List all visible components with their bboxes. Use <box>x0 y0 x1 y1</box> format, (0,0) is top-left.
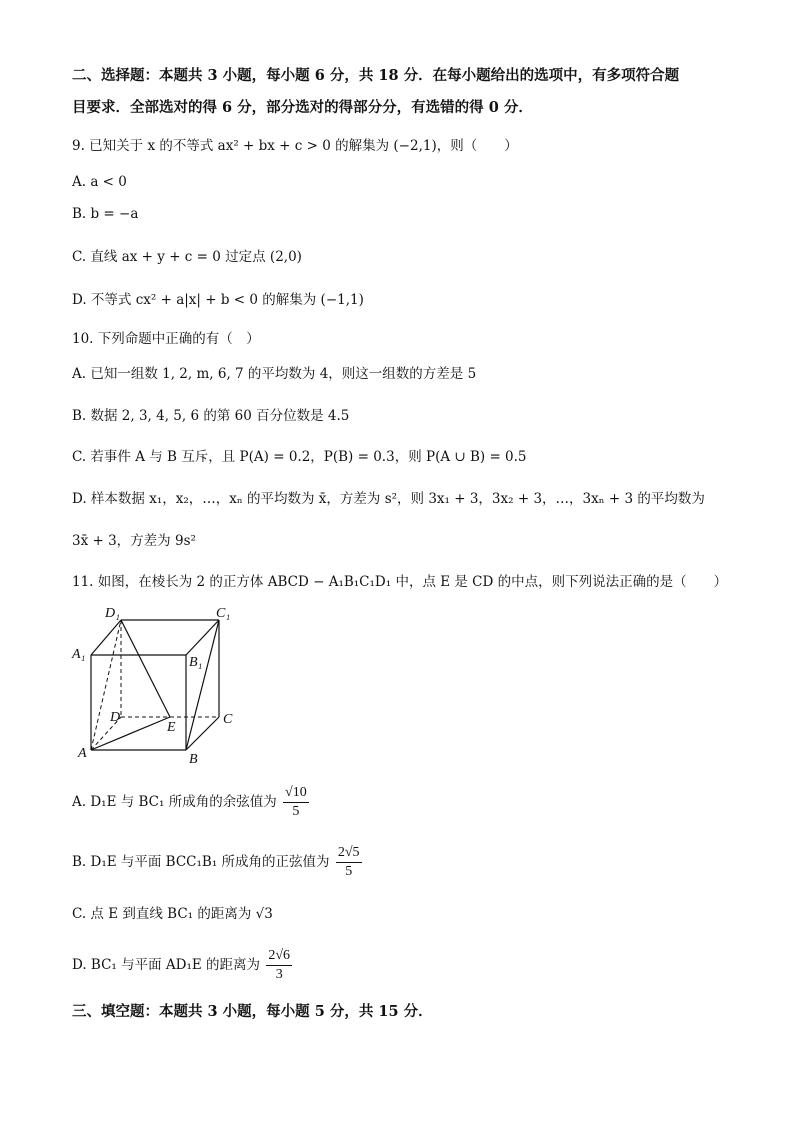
q10-option-b: B. 数据 2, 3, 4, 5, 6 的第 60 百分位数是 4.5 <box>72 408 350 424</box>
q10-option-a: A. 已知一组数 1, 2, m, 6, 7 的平均数为 4，则这一组数的方差是 5 <box>72 366 477 382</box>
q11-option-a-numerator: √10 <box>283 784 309 803</box>
q11-option-d-numerator: 2√6 <box>266 947 292 966</box>
section2-heading-line1: 二、选择题：本题共 3 小题，每小题 6 分，共 18 分．在每小题给出的选项中，有多项符合题 <box>72 67 680 84</box>
q11-option-b-denominator: 5 <box>345 864 353 879</box>
q11-option-a <box>72 782 309 822</box>
q11-option-c: C. 点 E 到直线 BC₁ 的距离为 √3 <box>72 906 273 922</box>
q10-option-d-line2: 3x̄ + 3，方差为 9s² <box>72 533 196 549</box>
q11-option-d-text: D. BC₁ 与平面 AD₁E 的距离为 <box>72 957 261 973</box>
label-d: D <box>110 710 121 725</box>
q9-option-d: D. 不等式 cx² + a|x| + b < 0 的解集为 (−1,1) <box>72 292 364 308</box>
section3-heading: 三、填空题：本题共 3 小题，每小题 5 分，共 15 分． <box>72 1003 433 1020</box>
q11-option-d-fraction <box>266 947 292 984</box>
label-a: A <box>78 746 87 761</box>
cube-figure <box>70 600 250 770</box>
q10-option-c: C. 若事件 A 与 B 互斥，且 P(A) = 0.2，P(B) = 0.3，则 P(A ∪ B) = 0.5 <box>72 449 527 465</box>
label-e: E <box>167 720 176 735</box>
q11-option-a-text: A. D₁E 与 BC₁ 所成角的余弦值为 <box>72 794 277 810</box>
q10-option-d-line1: D. 样本数据 x₁，x₂，…，xₙ 的平均数为 x̄，方差为 s²，则 3x₁ + 3，3x₂ + 3，…，3xₙ + 3 的平均数为 <box>72 491 705 507</box>
q9-stem: 9. 已知关于 x 的不等式 ax² + bx + c > 0 的解集为 (−2,1)，则（ ） <box>72 138 518 154</box>
q11-option-b <box>72 842 362 882</box>
q9-option-a: A. a < 0 <box>72 174 127 190</box>
label-a1: A₁ <box>72 647 86 662</box>
q11-stem: 11. 如图，在棱长为 2 的正方体 ABCD − A₁B₁C₁D₁ 中，点 E 是 CD 的中点，则下列说法正确的是（ ） <box>72 574 728 590</box>
q11-option-d-denominator: 3 <box>275 967 283 982</box>
q11-option-a-fraction <box>283 784 309 821</box>
q10-stem: 10. 下列命题中正确的有（ ） <box>72 331 260 347</box>
label-c1: C₁ <box>216 606 231 621</box>
label-b1: B₁ <box>189 655 203 670</box>
q9-option-c: C. 直线 ax + y + c = 0 过定点 (2,0) <box>72 249 302 265</box>
q11-option-b-text: B. D₁E 与平面 BCC₁B₁ 所成角的正弦值为 <box>72 854 330 870</box>
section2-heading-line2: 目要求．全部选对的得 6 分，部分选对的得部分分，有选错的得 0 分． <box>72 99 533 116</box>
q11-option-b-numerator: 2√5 <box>336 844 362 863</box>
label-d1: D₁ <box>105 606 120 621</box>
q9-option-b: B. b = −a <box>72 206 139 222</box>
q11-option-a-denominator: 5 <box>292 804 300 819</box>
label-b: B <box>189 752 198 767</box>
q11-option-d <box>72 945 292 985</box>
q11-option-b-fraction <box>336 844 362 881</box>
label-c: C <box>223 712 233 727</box>
